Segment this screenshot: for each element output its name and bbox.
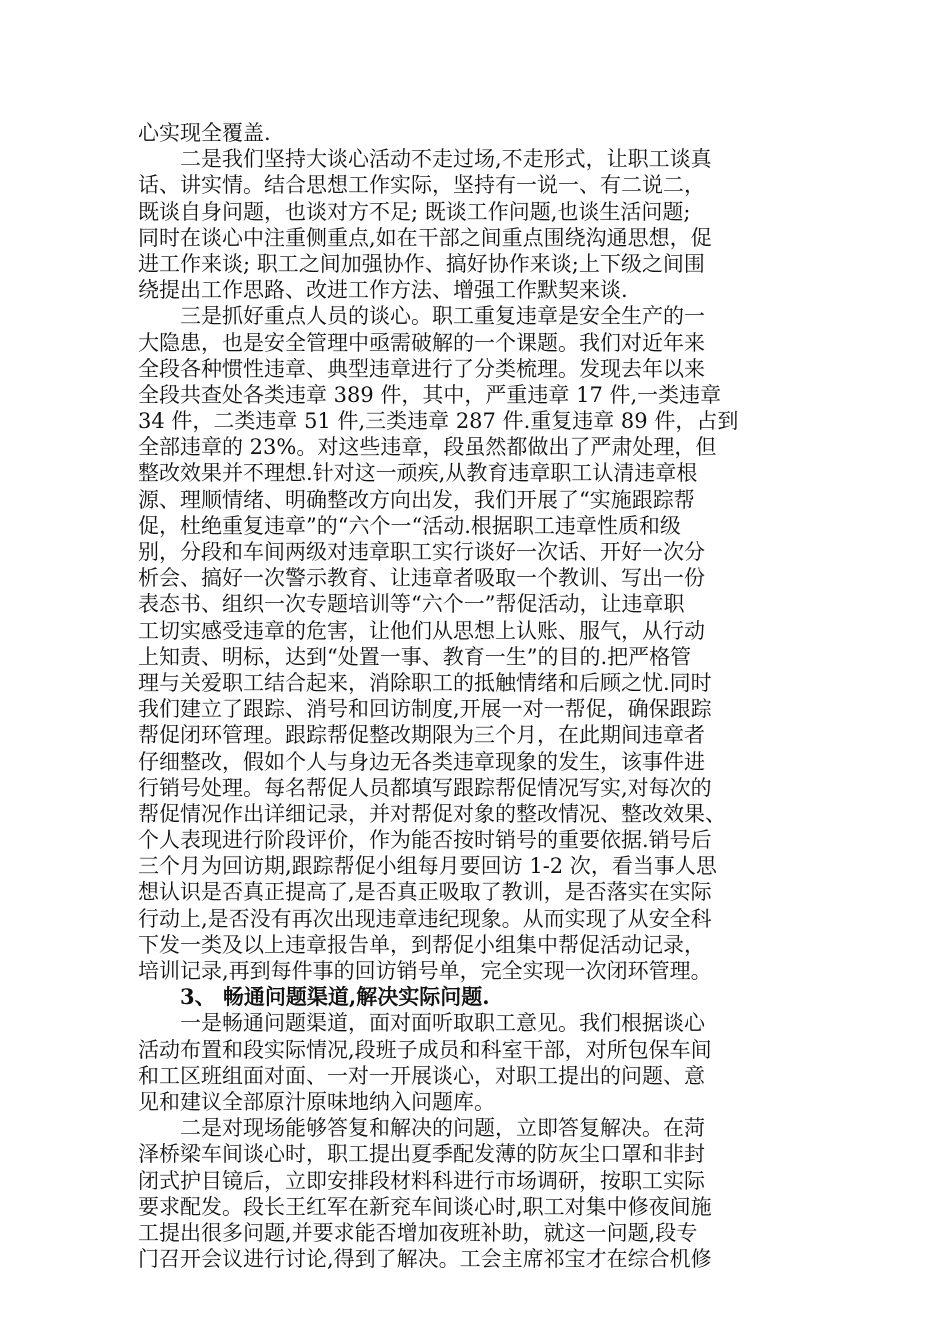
text-line: 我们建立了跟踪、消号和回访制度,开展一对一帮促，确保跟踪 xyxy=(138,697,712,722)
paragraph-start-line: 二是我们坚持大谈心活动不走过场,不走形式，让职工谈真 xyxy=(180,147,712,172)
paragraph-start-line: 三是抓好重点人员的谈心。职工重复违章是安全生产的一 xyxy=(180,304,705,329)
text-line: 三个月为回访期,跟踪帮促小组每月要回访 1-2 次，看当事人思 xyxy=(138,854,717,879)
document-body xyxy=(138,120,822,1272)
text-line: 进工作来谈; 职工之间加强协作、搞好协作来谈;上下级之间围 xyxy=(138,251,705,276)
text-line: 全段共查处各类违章 389 件，其中，严重违章 17 件,一类违章 xyxy=(138,382,722,407)
text-line: 要求配发。段长王红军在新兖车间谈心时,职工对集中修夜间施 xyxy=(138,1194,712,1219)
text-line: 话、讲实情。结合思想工作实际，坚持有一说一、有二说二， xyxy=(138,173,705,198)
text-line: 个人表现进行阶段评价，作为能否按时销号的重要依据.销号后 xyxy=(138,828,712,853)
text-line: 全段各种惯性违章、典型违章进行了分类梳理。发现去年以来 xyxy=(138,356,705,381)
text-line: 表态书、组织一次专题培训等“六个一”帮促活动，让违章职 xyxy=(138,592,685,617)
text-line: 工提出很多问题,并要求能否增加夜班补助，就这一问题,段专 xyxy=(138,1220,698,1245)
text-line: 上知责、明标，达到“处置一事、教育一生”的目的.把严格管 xyxy=(138,644,692,669)
text-line: 既谈自身问题，也谈对方不足; 既谈工作问题,也谈生活问题; xyxy=(138,199,691,224)
text-line: 整改效果并不理想.针对这一顽疾,从教育违章职工认清违章根 xyxy=(138,461,698,486)
text-line: 仔细整改，假如个人与身边无各类违章现象的发生，该事件进 xyxy=(138,749,705,774)
text-line: 泽桥梁车间谈心时，职工提出夏季配发薄的防灰尘口罩和非封 xyxy=(138,1142,705,1167)
text-line: 活动布置和段实际情况,段班子成员和科室干部，对所包保车间 xyxy=(138,1037,712,1062)
text-line: 培训记录,再到每件事的回访销号单，完全实现一次闭环管理。 xyxy=(138,959,712,983)
text-line: 绕提出工作思路、改进工作方法、增强工作默契来谈. xyxy=(138,278,628,303)
text-line: 全部违章的 23%。对这些违章，段虽然都做出了严肃处理，但 xyxy=(138,435,717,460)
text-line: 行销号处理。每名帮促人员都填写跟踪帮促情况写实,对每次的 xyxy=(138,775,712,800)
section-heading: 3、 畅通问题渠道,解决实际问题. xyxy=(180,984,490,1010)
text-line: 析会、搞好一次警示教育、让违章者吸取一个教训、写出一份 xyxy=(138,566,705,591)
text-line: 心实现全覆盖. xyxy=(138,121,271,145)
text-line: 大隐患，也是安全管理中亟需破解的一个课题。我们对近年来 xyxy=(138,330,705,355)
text-line: 别，分段和车间两级对违章职工实行谈好一次话、开好一次分 xyxy=(138,540,705,564)
text-line: 帮促情况作出详细记录，并对帮促对象的整改情况、整改效果、 xyxy=(138,801,726,826)
text-line: 源、理顺情绪、明确整改方向出发，我们开展了“实施跟踪帮 xyxy=(138,487,695,512)
text-line: 同时在谈心中注重侧重点,如在干部之间重点围绕沟通思想，促 xyxy=(138,225,712,250)
text-line: 行动上,是否没有再次出现违章违纪现象。从而实现了从安全科 xyxy=(138,906,712,931)
text-line: 工切实感受违章的危害，让他们从思想上认账、服气，从行动 xyxy=(138,618,705,643)
text-line: 和工区班组面对面、一对一开展谈心，对职工提出的问题、意 xyxy=(138,1063,705,1088)
text-line: 促，杜绝重复违章”的“六个一“活动.根据职工违章性质和级 xyxy=(138,513,681,538)
text-line: 下发一类及以上违章报告单，到帮促小组集中帮促活动记录， xyxy=(138,932,705,957)
paragraph-start-line: 一是畅通问题渠道，面对面听取职工意见。我们根据谈心 xyxy=(180,1011,705,1036)
text-line: 理与关爱职工结合起来，消除职工的抵触情绪和后顾之忧.同时 xyxy=(138,670,712,695)
text-line: 帮促闭环管理。跟踪帮促整改期限为三个月，在此期间违章者 xyxy=(138,723,705,748)
text-line: 门召开会议进行讨论,得到了解决。工会主席祁宝才在综合机修 xyxy=(138,1247,712,1272)
text-line: 想认识是否真正提高了,是否真正吸取了教训，是否落实在实际 xyxy=(138,880,712,905)
text-line: 见和建议全部原汁原味地纳入问题库。 xyxy=(138,1089,495,1114)
text-line: 闭式护目镜后，立即安排段材料科进行市场调研，按职工实际 xyxy=(138,1168,705,1193)
paragraph-start-line: 二是对现场能够答复和解决的问题，立即答复解决。在菏 xyxy=(180,1116,705,1141)
text-line: 34 件，二类违章 51 件,三类违章 287 件.重复违章 89 件，占到 xyxy=(138,409,739,434)
